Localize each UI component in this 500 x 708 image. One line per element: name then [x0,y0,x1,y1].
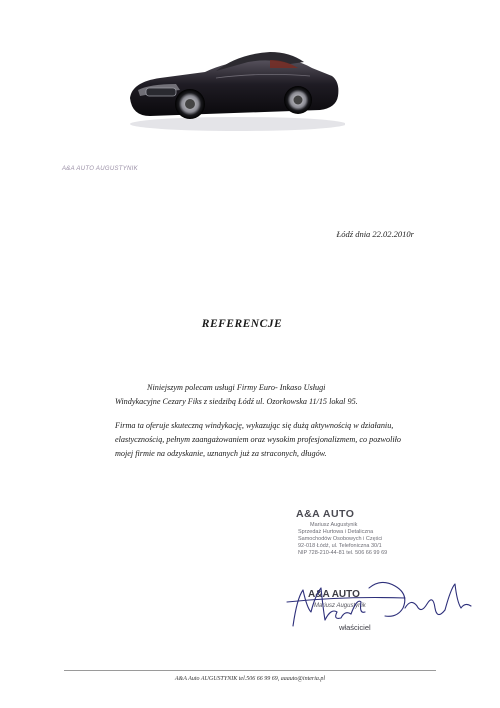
letter-title-text: REFERENCJE [201,318,283,330]
stamp-line: Samochodów Osobowych i Części [298,536,383,542]
stamp-line: NIP 728-210-44-81 tel. 506 66 99 69 [298,550,388,556]
stamp-title: A&A AUTO [296,508,355,520]
car-illustration [120,38,345,133]
handwritten-signature [285,568,475,633]
company-tag: A&A AUTO AUGUSTYNIK [62,166,138,172]
stamp-line: Sprzedaż Hurtowa i Detaliczna [298,529,374,535]
paragraph-1-line-1: Niniejszym polecam usługi Firmy Euro- Inkaso Usługi [147,383,326,392]
signature-stamp-name: Mariusz Augustynik [314,603,366,609]
footer-contact: A&A Auto AUGUSTYNIK tel.506 66 99 69, aaauto@interia.pl [174,676,326,682]
paragraph-1-line-2: Windykacyjne Cezary Fiks z siedzibą Łódź ul. Ozorkowska 11/15 lokal 95. [115,397,358,406]
letter-date: Łódź dnia 22.02.2010r [336,229,414,239]
signature-stamp-title: A&A AUTO [308,589,360,600]
signature-stamp-role: właściciel [339,623,371,632]
paragraph-1 [115,381,415,409]
paragraph-2: Firma ta oferuje skuteczną windykację, wykazując się dużą aktywnością w działaniu, elastycznością, pełnym zaangażowaniem oraz wysokim profesjonalizmem, co pozwoliło mojej firmie na odzyskanie, uznanych już za straconych, długów. [115,421,402,458]
letter-title [0,318,500,330]
footer-divider [64,670,436,671]
stamp-line: Mariusz Augustynik [310,522,358,528]
stamp-line: 92-018 Łódź, ul. Telefoniczna 30/1 [298,543,382,549]
